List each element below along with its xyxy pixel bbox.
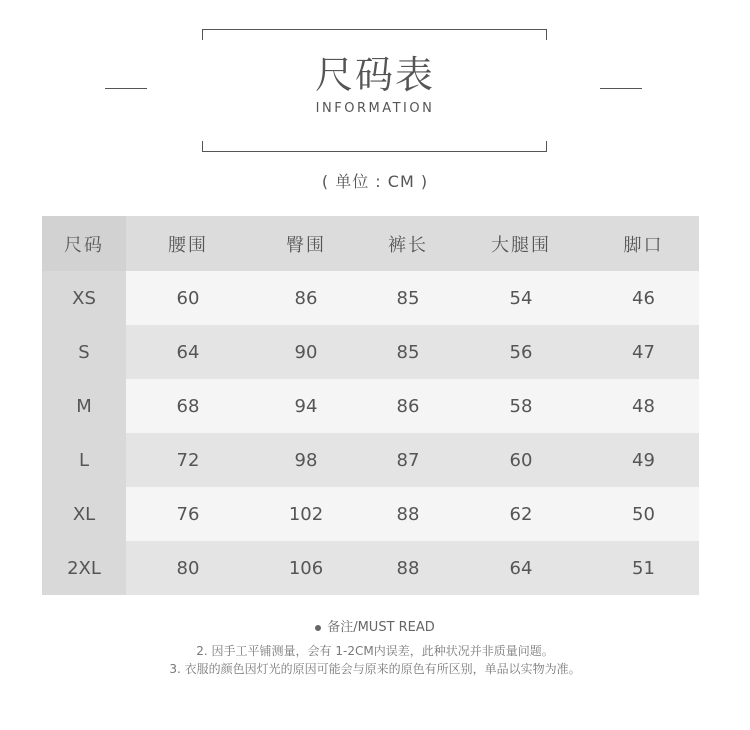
column-header: 脚口 [588,216,699,271]
table-cell: 49 [588,433,699,487]
size-cell: L [42,433,126,487]
bullet-dot-icon [315,625,321,631]
table-cell: 80 [126,541,250,595]
size-cell: XS [42,271,126,325]
table-row [42,325,699,379]
size-cell: 2XL [42,541,126,595]
unit-label: ( 单位 : CM ) [321,172,429,191]
table-cell: 64 [454,541,588,595]
size-table [42,216,699,595]
title-frame-bottom [202,141,547,152]
column-header: 大腿围 [454,216,588,271]
page-subtitle: INFORMATION [315,101,435,116]
table-row [42,487,699,541]
page-title: 尺码表 [314,53,435,97]
table-cell: 60 [126,271,250,325]
column-header: 腰围 [126,216,250,271]
size-cell: S [42,325,126,379]
size-cell: M [42,379,126,433]
table-cell: 106 [250,541,362,595]
table-cell: 51 [588,541,699,595]
note-item: 3. 衣服的颜色因灯光的原因可能会与原来的原色有所区别，单品以实物为准。 [169,662,581,676]
table-cell: 56 [454,325,588,379]
column-header: 尺码 [42,216,126,271]
table-cell: 62 [454,487,588,541]
table-cell: 72 [126,433,250,487]
table-cell: 86 [250,271,362,325]
table-cell: 102 [250,487,362,541]
size-cell: XL [42,487,126,541]
table-cell: 48 [588,379,699,433]
table-cell: 88 [362,541,454,595]
table-cell: 94 [250,379,362,433]
table-row [42,433,699,487]
table-cell: 85 [362,271,454,325]
table-cell: 50 [588,487,699,541]
table-cell: 86 [362,379,454,433]
table-cell: 46 [588,271,699,325]
column-header: 臀围 [250,216,362,271]
table-cell: 88 [362,487,454,541]
table-cell: 60 [454,433,588,487]
notes-heading [0,619,750,637]
table-cell: 58 [454,379,588,433]
table-row [42,541,699,595]
table-row [42,379,699,433]
table-cell: 47 [588,325,699,379]
notes-title-text: 备注/MUST READ [327,620,435,635]
table-cell: 68 [126,379,250,433]
table-cell: 64 [126,325,250,379]
table-cell: 98 [250,433,362,487]
table-row [42,271,699,325]
note-item: 2. 因手工平铺测量，会有 1-2CM内误差，此种状况并非质量问题。 [196,644,554,658]
table-header-row [42,216,699,271]
table-cell: 87 [362,433,454,487]
column-header: 裤长 [362,216,454,271]
table-cell: 85 [362,325,454,379]
table-cell: 54 [454,271,588,325]
title-frame-top [202,29,547,40]
table-cell: 76 [126,487,250,541]
table-cell: 90 [250,325,362,379]
